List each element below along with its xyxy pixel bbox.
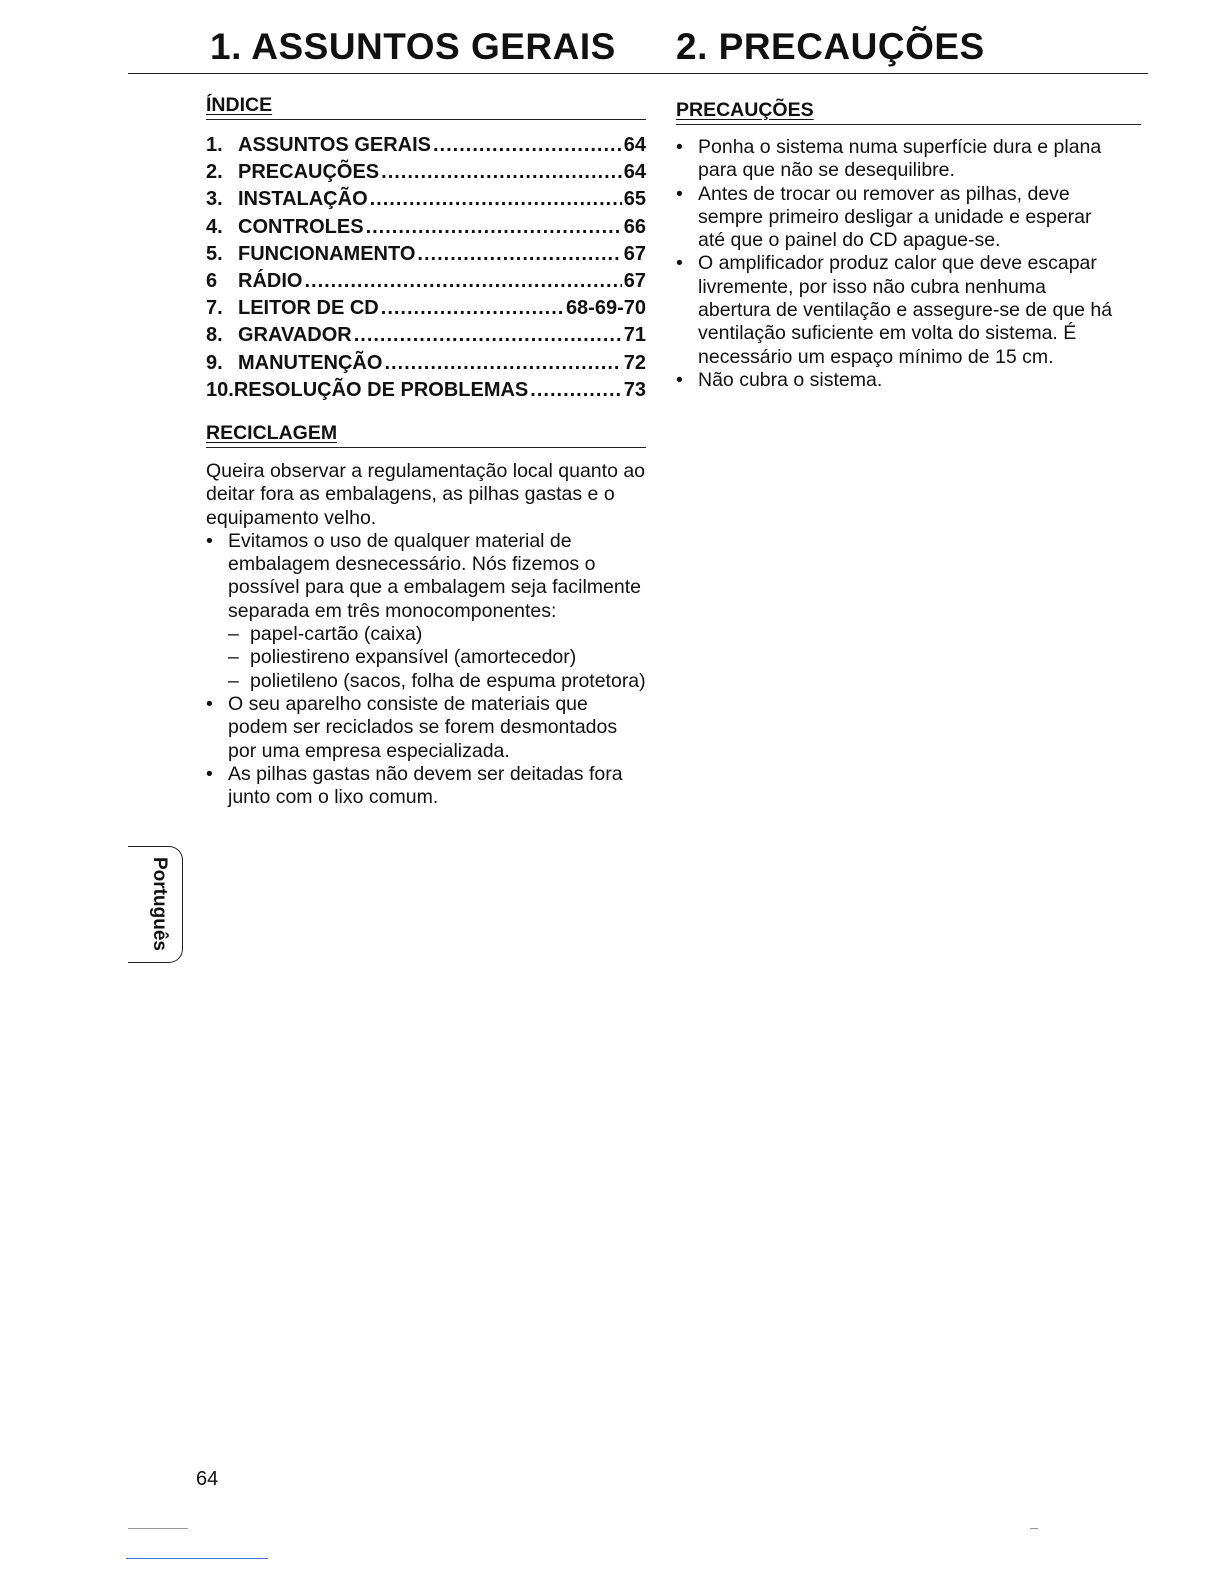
packaging-materials: [228, 623, 646, 693]
list-item: • Antes de trocar ou remover as pilhas, deve sempre primeiro desligar a unidade e esperar até que o painel do CD apague-se.: [676, 183, 1116, 253]
toc-item-page: 64: [623, 161, 646, 184]
toc-leader-dots: [530, 377, 621, 404]
toc-item: [206, 322, 646, 349]
toc-item-page: 72: [623, 351, 646, 374]
scan-artifact: [128, 1528, 188, 1529]
toc-leader-dots: [304, 268, 621, 295]
toc-item-title: RESOLUÇÃO DE PROBLEMAS: [233, 378, 529, 401]
table-of-contents: [206, 132, 646, 404]
toc-item: [206, 377, 646, 404]
toc-item-title: MANUTENÇÃO: [238, 351, 383, 374]
toc-item-number: 7.: [206, 297, 223, 320]
toc-item-number: 5.: [206, 242, 223, 265]
toc-item-page: 67: [623, 242, 646, 265]
recycling-section: [206, 460, 646, 809]
recycling-bullet-text: Evitamos o uso de qualquer material de embalagem desnecessário. Nós fizemos o possível para que a embalagem seja facilmente separada em três monocomponentes:: [228, 529, 641, 622]
toc-item-page: 65: [623, 188, 646, 211]
toc-leader-dots: [417, 241, 621, 268]
list-item: • Não cubra o sistema.: [676, 369, 1116, 392]
toc-item-number: 3.: [206, 188, 223, 211]
section-title-general: 1. ASSUNTOS GERAIS: [210, 26, 616, 67]
recycling-heading-text: RECICLAGEM: [206, 422, 338, 444]
list-item: • O seu aparelho consiste de materiais que podem ser reciclados se forem desmontados por uma empresa especializada.: [206, 693, 646, 763]
scan-artifact: [1030, 1528, 1038, 1529]
index-heading-text: ÍNDICE: [206, 94, 273, 116]
toc-item: [206, 350, 646, 377]
precautions-heading-text: PRECAUÇÕES: [676, 99, 814, 121]
toc-item-number: 2.: [206, 161, 223, 184]
toc-item: [206, 295, 646, 322]
toc-item-title: INSTALAÇÃO: [238, 188, 368, 211]
material-item: – papel-cartão (caixa): [228, 623, 646, 646]
toc-item-title: PRECAUÇÕES: [238, 161, 380, 184]
header-rule-right: [660, 73, 1148, 74]
toc-item-title: LEITOR DE CD: [238, 297, 379, 320]
language-tab-label: Português: [149, 857, 170, 951]
list-item: [206, 530, 646, 693]
toc-leader-dots: [366, 214, 622, 241]
toc-item-number: 6: [206, 269, 218, 292]
recycling-bullets: [206, 530, 646, 810]
toc-item-title: RÁDIO: [238, 269, 303, 292]
precautions-section: [676, 136, 1116, 392]
toc-item-number: 10.: [206, 378, 234, 401]
toc-item-page: 64: [623, 134, 646, 156]
toc-item: [206, 268, 646, 295]
toc-item: [206, 186, 646, 213]
toc-leader-dots: [433, 132, 622, 159]
toc-leader-dots: [381, 295, 564, 322]
toc-leader-dots: [381, 159, 622, 186]
toc-item-number: 8.: [206, 324, 223, 347]
toc-item: [206, 241, 646, 268]
toc-item-title: GRAVADOR: [238, 324, 352, 347]
toc-item-number: 9.: [206, 351, 223, 374]
toc-leader-dots: [370, 186, 622, 213]
toc-item-title: FUNCIONAMENTO: [238, 242, 416, 265]
list-item: • Ponha o sistema numa superfície dura e plana para que não se desequilibre.: [676, 136, 1116, 183]
precautions-list: [676, 136, 1116, 392]
toc-item-title: ASSUNTOS GERAIS: [238, 134, 431, 156]
toc-leader-dots: [384, 350, 621, 377]
material-item: – polietileno (sacos, folha de espuma protetora): [228, 670, 646, 693]
toc-item-page: 66: [623, 215, 646, 238]
page-number: 64: [196, 1468, 219, 1490]
header-rule-left: [128, 73, 660, 74]
material-item: – poliestireno expansível (amortecedor): [228, 646, 646, 669]
toc-item-number: 4.: [206, 215, 223, 238]
section-title-precautions: 2. PRECAUÇÕES: [676, 26, 985, 67]
precautions-heading: [676, 99, 1141, 125]
list-item: • O amplificador produz calor que deve escapar livremente, por isso não cubra nenhuma abertura de ventilação e assegure-se de que há ventilação suficiente em volta do sistema. É necessário um espaço mínimo de 15 cm.: [676, 252, 1116, 368]
toc-leader-dots: [354, 322, 622, 349]
list-item: • As pilhas gastas não devem ser deitadas fora junto com o lixo comum.: [206, 763, 646, 810]
recycling-heading: [206, 422, 646, 448]
toc-item-page: 67: [623, 269, 646, 292]
index-heading: [206, 94, 646, 120]
toc-item: [206, 214, 646, 241]
toc-item-page: 68-69-70: [565, 297, 646, 320]
toc-item-page: 71: [623, 324, 646, 347]
toc-item-number: 1.: [206, 134, 223, 156]
toc-item-title: CONTROLES: [238, 215, 364, 238]
toc-item: [206, 132, 646, 159]
toc-item-page: 73: [623, 378, 646, 401]
recycling-intro: Queira observar a regulamentação local quanto ao deitar fora as embalagens, as pilhas gastas e o equipamento velho.: [206, 460, 646, 529]
footer-rule: [126, 1558, 268, 1559]
toc-item: [206, 159, 646, 186]
